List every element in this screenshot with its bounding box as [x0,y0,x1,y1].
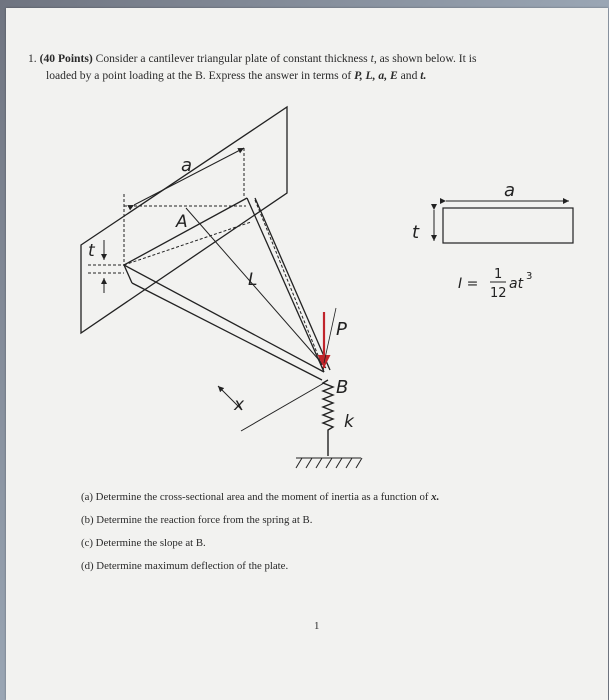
problem-line2-and: and [400,69,418,82]
label-L: L [248,270,258,290]
problem-line2-t: t. [420,69,427,82]
label-A: A [176,212,188,232]
formula-at: at [509,276,524,292]
ground-support [296,458,362,468]
label-t-section: t [412,222,420,243]
page-number: 1 [314,620,320,632]
problem-line1-text: Consider a cantilever triangular plate of constant thickness [95,52,368,65]
triangular-plate [124,198,330,380]
question-a-var: x. [431,491,440,503]
x-axis-line [241,383,324,431]
label-a-top: a [181,155,193,176]
label-k: k [344,412,354,432]
problem-line2-vars: P, L, a, E [354,69,398,82]
formula-exponent: 3 [526,271,533,282]
cross-section-rect [443,208,573,243]
formula-denominator: 12 [490,286,507,301]
spring-element [323,380,333,456]
question-a [81,491,439,503]
problem-line1-var: t [370,52,374,65]
question-c: (c) Determine the slope at B. [81,537,206,549]
formula-lhs: I = [458,276,479,292]
label-a-section: a [504,180,516,201]
question-b: (b) Determine the reaction force from the spring at B. [81,514,313,526]
label-t-left: t [88,241,95,261]
question-a-text: (a) Determine the cross-sectional area and the moment of inertia as a function of [81,491,429,503]
problem-points: (40 Points) [39,52,93,65]
question-d: (d) Determine maximum deflection of the plate. [81,560,289,572]
label-x: x [234,395,245,415]
label-B: B [336,377,349,398]
formula-numerator: 1 [494,267,503,282]
problem-line1-end: , as shown below. It is [373,52,477,65]
worksheet-page [6,8,608,700]
load-arrow-guide [324,308,336,363]
problem-line2-text: loaded by a point loading at the B. Express the answer in terms of [46,69,352,82]
problem-number: 1. [28,52,37,65]
dimension-guides [88,148,324,370]
label-P: P [336,319,347,340]
cantilever-plate-diagram [6,8,608,700]
